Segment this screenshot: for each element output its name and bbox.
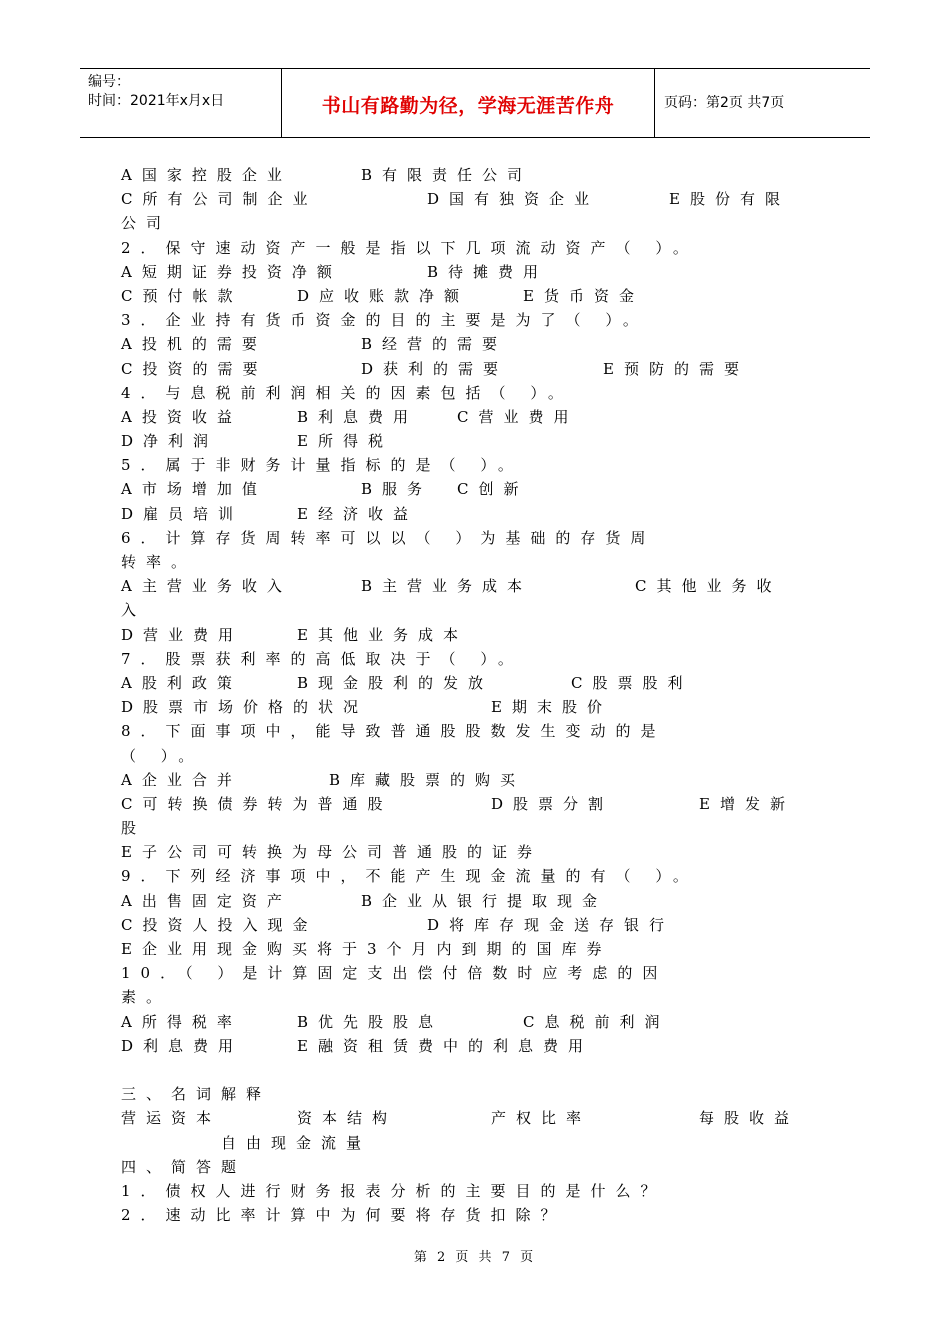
option-text: C创新	[457, 480, 529, 499]
text-line	[121, 889, 841, 913]
term-text: 营运资本	[121, 1109, 222, 1128]
option-text: D净利润	[121, 432, 219, 451]
section-title: 四、简答题	[121, 1157, 247, 1176]
text-line	[121, 574, 841, 598]
blank-line	[121, 1058, 841, 1082]
serial-number-label: 编号：	[88, 74, 130, 90]
question-text: 2．保守速动资产一般是指以下几项流动资产（ ）。	[121, 238, 698, 257]
question-text: 5．属于非财务计量指标的是（ ）。	[121, 456, 523, 475]
text-line	[121, 840, 841, 864]
option-text: E预防的需要	[603, 359, 749, 378]
text-line	[121, 671, 841, 695]
question-text: 9．下列经济事项中，不能产生现金流量的有（ ）。	[121, 867, 698, 886]
option-text: C其他业务收	[635, 577, 782, 596]
option-text: E企业用现金购买将于3个月内到期的国库券	[121, 940, 612, 958]
question-line	[121, 1203, 841, 1227]
text-line	[121, 477, 841, 501]
option-text: B服务	[361, 480, 433, 499]
text-line	[121, 1010, 841, 1034]
option-text: E所得税	[297, 432, 393, 451]
option-text: B主营业务成本	[361, 577, 533, 596]
text-line	[121, 163, 841, 187]
option-text: A短期证券投资净额	[121, 262, 342, 281]
option-text: D股票市场价格的状况	[121, 698, 369, 717]
term-text: 每股收益	[699, 1109, 800, 1128]
question-line	[121, 647, 841, 671]
question-line	[121, 719, 841, 743]
option-text: A市场增加值	[121, 480, 267, 499]
option-text: 公司	[121, 214, 172, 233]
question-text: 3．企业持有货币资金的目的主要是为了（ ）。	[121, 311, 648, 330]
text-line	[121, 260, 841, 284]
question-text: 4．与息税前利润相关的因素包括（ ）。	[121, 383, 573, 402]
text-line	[121, 1106, 841, 1130]
option-text: A主营业务收入	[121, 577, 292, 596]
text-line	[121, 937, 841, 961]
section-heading	[121, 1082, 841, 1106]
text-line	[121, 985, 841, 1009]
option-text: A国家控股企业	[121, 166, 292, 184]
option-text: 股	[121, 819, 147, 838]
option-text: E其他业务成本	[297, 625, 468, 644]
option-text: B优先股股息	[297, 1012, 444, 1031]
option-text: E经济收益	[297, 504, 418, 523]
option-text: D应收账款净额	[297, 286, 470, 305]
option-text: C所有公司制企业	[121, 190, 318, 209]
text-line	[121, 357, 841, 381]
question-text: 7．股票获利率的高低取决于（ ）。	[121, 649, 523, 668]
option-text: D营业费用	[121, 625, 244, 644]
option-text: D利息费用	[121, 1036, 244, 1055]
option-text: 入	[121, 601, 147, 620]
option-text: D将库存现金送存银行	[427, 915, 675, 934]
text-line	[121, 913, 841, 937]
option-text: E子公司可转换为母公司普通股的证券	[121, 843, 542, 862]
question-text: （ ）。	[121, 746, 204, 765]
text-line	[121, 550, 841, 574]
text-line	[121, 405, 841, 429]
option-text: C股票股利	[571, 673, 693, 692]
question-text: 素。	[121, 988, 172, 1007]
option-text: C投资的需要	[121, 359, 268, 378]
option-text: B待摊费用	[427, 262, 549, 281]
text-line	[121, 284, 841, 308]
header-meta	[88, 73, 224, 111]
option-text: E货币资金	[523, 286, 644, 305]
option-text: E融资租赁费中的利息费用	[297, 1036, 593, 1055]
option-text: A出售固定资产	[121, 891, 292, 910]
option-text: E股份有限	[669, 190, 790, 209]
option-text: B库藏股票的购买	[329, 770, 526, 789]
option-text: B经营的需要	[361, 335, 508, 354]
question-line	[121, 526, 841, 550]
option-text: D国有独资企业	[427, 190, 600, 209]
question-line	[121, 236, 841, 260]
option-text: A股利政策	[121, 673, 242, 692]
question-line	[121, 381, 841, 405]
question-line	[121, 961, 841, 985]
option-text: E期末股价	[491, 698, 612, 717]
option-text: B利息费用	[297, 407, 419, 426]
document-body	[121, 163, 841, 1227]
question-line	[121, 308, 841, 332]
term-text: 自由现金流量	[221, 1133, 372, 1152]
option-text: A投资收益	[121, 407, 242, 426]
question-text: 10．（ ）是计算固定支出偿付倍数时应考虑的因	[121, 964, 668, 983]
text-line	[121, 695, 841, 719]
text-line	[121, 1131, 841, 1155]
question-line	[121, 1179, 841, 1203]
question-text: 2．速动比率计算中为何要将存货扣除？	[121, 1206, 566, 1225]
text-line	[121, 211, 841, 235]
question-text: 转率。	[121, 553, 197, 571]
page-header	[80, 68, 870, 138]
page-footer: 第 2 页 共 7 页	[413, 1250, 537, 1265]
option-text: B企业从银行提取现金	[361, 891, 608, 910]
option-text: B现金股利的发放	[297, 673, 494, 692]
text-line	[121, 502, 841, 526]
text-line	[121, 429, 841, 453]
option-text: C预付帐款	[121, 286, 243, 305]
option-text: A所得税率	[121, 1012, 242, 1031]
option-text: B有限责任公司	[361, 166, 533, 184]
term-text: 产权比率	[491, 1109, 592, 1128]
option-text: D获利的需要	[361, 359, 509, 378]
option-text: C投资人投入现金	[121, 915, 318, 934]
option-text: A投机的需要	[121, 335, 267, 354]
header-page-info: 页码：第2页 共7页	[664, 95, 785, 111]
text-line	[121, 816, 841, 840]
text-line	[121, 598, 841, 622]
option-text: D股票分割	[491, 794, 614, 813]
section-title: 三、名词解释	[121, 1085, 272, 1104]
text-line	[121, 768, 841, 792]
header-divider	[654, 69, 655, 137]
question-text: 6．计算存货周转率可以以（ ）为基础的存货周	[121, 528, 656, 547]
option-text: C可转换债券转为普通股	[121, 794, 393, 813]
section-heading	[121, 1155, 841, 1179]
option-text: C息税前利润	[523, 1012, 670, 1031]
text-line	[121, 1034, 841, 1058]
term-text: 资本结构	[297, 1109, 398, 1128]
text-line	[121, 187, 841, 211]
option-text: D雇员培训	[121, 504, 244, 523]
text-line	[121, 332, 841, 356]
date-label: 时间：2021年x月x日	[88, 93, 225, 109]
question-line	[121, 864, 841, 888]
text-line	[121, 792, 841, 816]
option-text: A企业合并	[121, 770, 242, 789]
option-text: C营业费用	[457, 407, 579, 426]
header-motto: 书山有路勤为径，学海无涯苦作舟	[321, 95, 615, 117]
question-text: 1．债权人进行财务报表分析的主要目的是什么？	[121, 1181, 666, 1200]
question-text: 8．下面事项中，能导致普通股股数发生变动的是	[121, 722, 666, 741]
text-line	[121, 623, 841, 647]
question-line	[121, 453, 841, 477]
option-text: E增发新	[699, 794, 795, 813]
text-line	[121, 744, 841, 768]
